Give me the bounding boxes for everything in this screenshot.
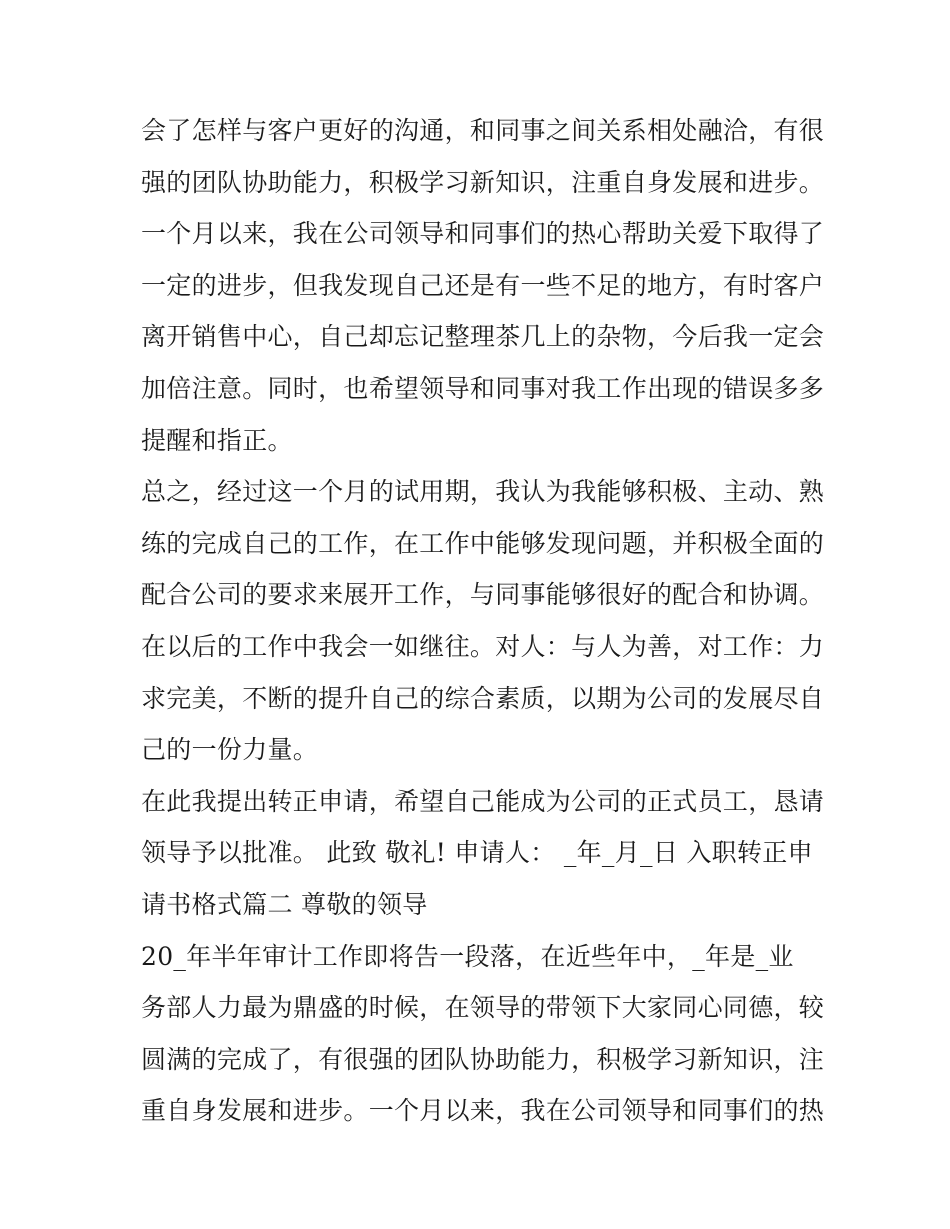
text-line: 总之，经过这一个月的试用期，我认为我能够积极、主动、熟 [141,477,825,507]
text-line: 20_年半年审计工作即将告一段落，在近些年中，_年是_业 [141,941,794,971]
text-line: 在此我提出转正申请，希望自己能成为公司的正式员工，恳请 [141,786,825,816]
text-line: 离开销售中心，自己却忘记整理茶几上的杂物，今后我一定会 [141,322,825,352]
text-line: 强的团队协助能力，积极学习新知识，注重自身发展和进步。 [141,167,825,197]
text-line: 在以后的工作中我会一如继往。对人：与人为善，对工作：力 [141,631,825,661]
text-line: 会了怎样与客户更好的沟通，和同事之间关系相处融洽，有很 [141,116,825,145]
text-line: 配合公司的要求来展开工作，与同事能够很好的配合和协调。 [141,580,825,610]
text-line: 练的完成自己的工作，在工作中能够发现问题，并积极全面的 [141,528,825,558]
text-line: 求完美，不断的提升自己的综合素质，以期为公司的发展尽自 [141,683,825,713]
document-body [141,105,825,1137]
text-line: 务部人力最为鼎盛的时候，在领导的带领下大家同心同德，较 [141,993,825,1023]
text-line: 加倍注意。同时，也希望领导和同事对我工作出现的错误多多 [141,373,825,403]
text-line: 圆满的完成了，有很强的团队协助能力，积极学习新知识，注 [141,1044,825,1074]
text-line: 己的一份力量。 [141,735,319,765]
text-line: 提醒和指正。 [141,425,293,455]
text-line: 领导予以批准。 此致 敬礼! 申请人： _年_月_日 入职转正申 [141,838,813,868]
text-line: 一定的进步，但我发现自己还是有一些不足的地方，有时客户 [141,270,825,300]
text-line: 一个月以来，我在公司领导和同事们的热心帮助关爱下取得了 [141,219,825,249]
text-line: 请书格式篇二 尊敬的领导 [141,889,428,919]
text-line: 重自身发展和进步。一个月以来，我在公司领导和同事们的热 [141,1096,825,1126]
